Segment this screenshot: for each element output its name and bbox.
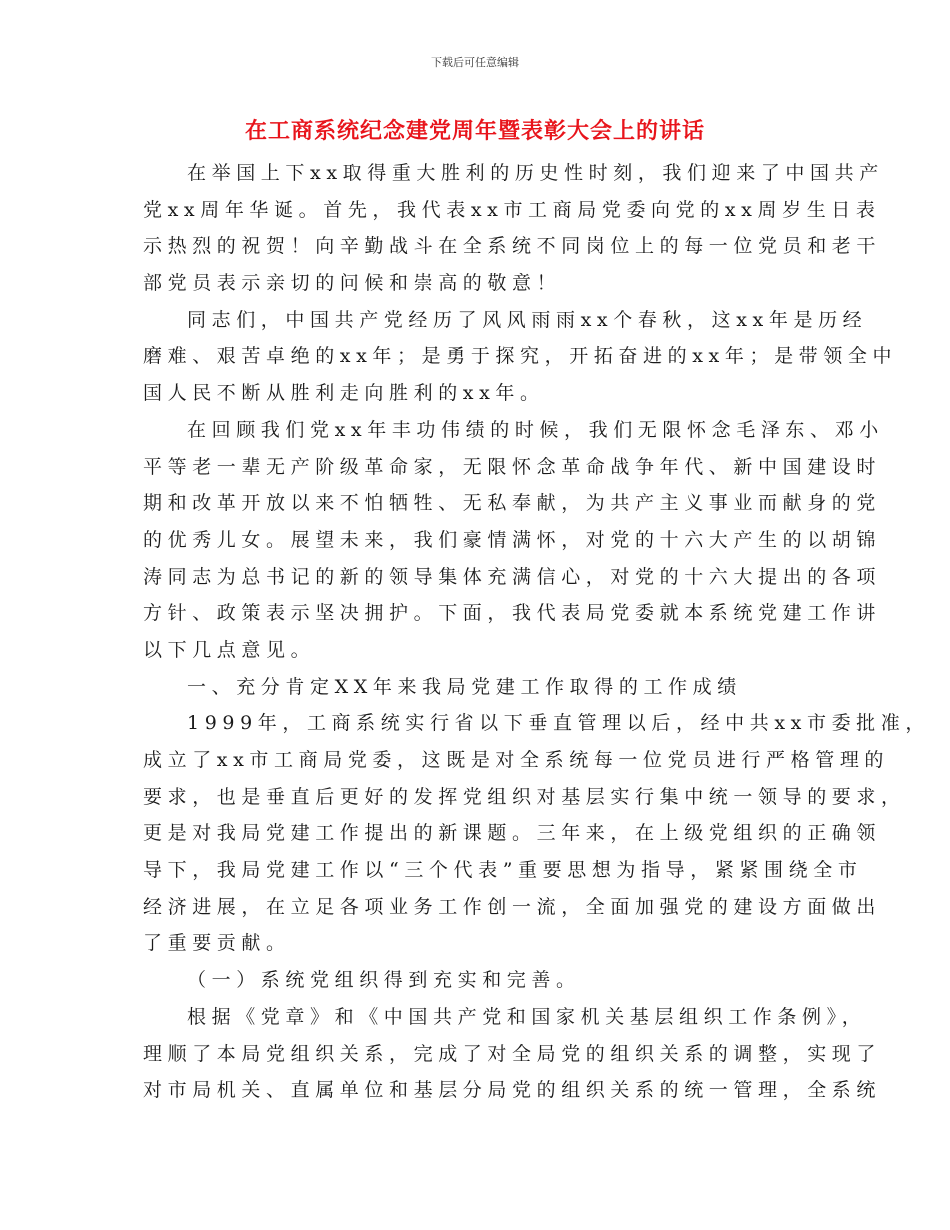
text-line: 在回顾我们党xx年丰功伟绩的时候，我们无限怀念毛泽东、邓小	[187, 418, 884, 441]
text-line: 磨难、艰苦卓绝的xx年；是勇于探究，开拓奋进的xx年；是带领全中	[143, 345, 898, 368]
document-body	[143, 155, 930, 1109]
text-line: （一）系统党组织得到充实和完善。	[187, 969, 581, 992]
text-line: 1999年，工商系统实行省以下垂直管理以后，经中共xx市委批准，	[187, 712, 930, 735]
text-line: 同志们，中国共产党经历了风风雨雨xx个春秋，这xx年是历经	[187, 308, 868, 331]
paragraph	[143, 412, 884, 669]
paragraph	[143, 999, 882, 1109]
text-line: 一、充分肯定XX年来我局党建工作取得的工作成绩	[187, 675, 742, 698]
paragraph	[143, 302, 898, 412]
text-line: 了重要贡献。	[143, 932, 291, 955]
paragraph	[143, 962, 823, 999]
text-line: 根据《党章》和《中国共产党和国家机关基层组织工作条例》，	[187, 1005, 867, 1028]
text-line: 党xx周年华诞。首先，我代表xx市工商局党委向党的xx周岁生日表	[143, 198, 881, 221]
text-line: 平等老一辈无产阶级革命家，无限怀念革命战争年代、新中国建设时	[143, 455, 882, 478]
text-line: 以下几点意见。	[143, 638, 316, 661]
text-line: 国人民不断从胜利走向胜利的xx年。	[143, 382, 545, 405]
text-line: 更是对我局党建工作提出的新课题。三年来，在上级党组织的正确领	[143, 822, 882, 845]
text-line: 的优秀儿女。展望未来，我们豪情满怀，对党的十六大产生的以胡锦	[143, 528, 882, 551]
document-title: 在工商系统纪念建党周年暨表彰大会上的讲话	[244, 118, 705, 144]
text-line: 导下，我局党建工作以“三个代表”重要思想为指导，紧紧围绕全市	[143, 859, 863, 882]
paragraph	[143, 155, 884, 302]
text-line: 方针、政策表示坚决拥护。下面，我代表局党委就本系统党建工作讲	[143, 602, 882, 625]
text-line: 部党员表示亲切的问候和崇高的敬意！	[143, 272, 562, 295]
page-header: 下载后可任意编辑	[431, 56, 519, 69]
text-line: 期和改革开放以来不怕牺牲、无私奉献，为共产主义事业而献身的党	[143, 492, 882, 515]
text-line: 涛同志为总书记的新的领导集体充满信心，对党的十六大提出的各项	[143, 565, 882, 588]
text-line: 示热烈的祝贺！向辛勤战斗在全系统不同岗位上的每一位党员和老干	[143, 235, 882, 258]
text-line: 经济进展，在立足各项业务工作创一流，全面加强党的建设方面做出	[143, 895, 882, 918]
paragraph	[143, 669, 823, 706]
text-line: 对市局机关、直属单位和基层分局党的组织关系的统一管理，全系统	[143, 1079, 882, 1102]
text-line: 要求，也是垂直后更好的发挥党组织对基层实行集中统一领导的要求，	[143, 785, 906, 808]
paragraph	[143, 705, 930, 962]
text-line: 成立了xx市工商局党委，这既是对全系统每一位党员进行严格管理的	[143, 749, 890, 771]
text-line: 理顺了本局党组织关系，完成了对全局党的组织关系的调整，实现了	[143, 1042, 882, 1065]
text-line: 在举国上下xx取得重大胜利的历史性时刻，我们迎来了中国共产	[187, 162, 884, 184]
